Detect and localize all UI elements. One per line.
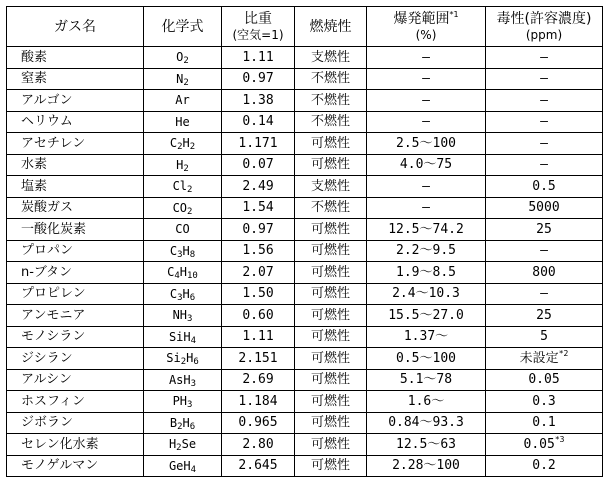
flammability-cell: 可燃性: [295, 262, 367, 284]
specific-gravity-cell: 1.50: [222, 283, 295, 305]
flammability-cell: 可燃性: [295, 283, 367, 305]
formula-cell: [144, 305, 222, 327]
specific-gravity-cell: 2.80: [222, 434, 295, 456]
header-specific-gravity-unit: (空気=1): [232, 28, 284, 42]
toxicity-cell: [486, 391, 603, 413]
flammability-cell: 可燃性: [295, 369, 367, 391]
explosive-range-cell: 1.37～: [367, 326, 486, 348]
toxicity-cell: [486, 176, 603, 198]
table-row: [7, 283, 603, 305]
formula-cell: [144, 47, 222, 69]
formula-element: He: [175, 114, 190, 129]
gas-name-cell: プロピレン: [7, 283, 144, 305]
gas-name-cell: モノシラン: [7, 326, 144, 348]
formula-subscript: 10: [187, 271, 198, 282]
gas-name-cell: 水素: [7, 154, 144, 176]
header-toxicity-title: 毒性(許容濃度): [496, 11, 592, 27]
header-specific-gravity: [222, 7, 295, 47]
toxicity-value: —: [540, 49, 548, 65]
formula-cell: [144, 326, 222, 348]
formula-element: C: [169, 136, 178, 151]
table-row: [7, 68, 603, 90]
formula-subscript: 3: [187, 400, 193, 411]
explosive-range-cell: —: [367, 68, 486, 90]
header-formula: 化学式: [144, 7, 222, 47]
formula-cell: [144, 197, 222, 219]
formula-cell: [144, 111, 222, 133]
gas-name-cell: n-ブタン: [7, 262, 144, 284]
specific-gravity-cell: 1.11: [222, 47, 295, 69]
explosive-range-cell: 2.28～100: [367, 455, 486, 477]
formula-subscript: 3: [177, 292, 183, 303]
gas-name-cell: モノゲルマン: [7, 455, 144, 477]
toxicity-cell: [486, 154, 603, 176]
flammability-cell: 可燃性: [295, 305, 367, 327]
specific-gravity-cell: 0.07: [222, 154, 295, 176]
formula-cell: [144, 348, 222, 370]
flammability-cell: 可燃性: [295, 348, 367, 370]
formula-cell: [144, 412, 222, 434]
gas-name-cell: ジボラン: [7, 412, 144, 434]
table-row: [7, 326, 603, 348]
table-row: [7, 90, 603, 112]
formula-element: CO: [175, 222, 190, 237]
formula-subscript: 3: [177, 249, 183, 260]
explosive-range-cell: 2.5～100: [367, 133, 486, 155]
gas-name-cell: 窒素: [7, 68, 144, 90]
formula-cell: [144, 283, 222, 305]
toxicity-value: —: [540, 157, 548, 173]
toxicity-cell: [486, 90, 603, 112]
explosive-range-cell: 1.9～8.5: [367, 262, 486, 284]
table-row: [7, 262, 603, 284]
toxicity-value: 0.2: [532, 458, 556, 474]
formula-element: H: [182, 415, 190, 430]
formula-cell: [144, 434, 222, 456]
table-row: [7, 240, 603, 262]
explosive-range-cell: —: [367, 90, 486, 112]
flammability-cell: 可燃性: [295, 133, 367, 155]
table-header: [7, 7, 603, 47]
toxicity-value: 未設定: [519, 350, 559, 366]
toxicity-cell: [486, 219, 603, 241]
formula-element: H: [182, 286, 190, 301]
toxicity-value: 0.1: [532, 415, 556, 431]
toxicity-footnote-marker: *2: [558, 348, 569, 358]
specific-gravity-cell: 0.965: [222, 412, 295, 434]
explosive-range-cell: 1.6～: [367, 391, 486, 413]
flammability-cell: 可燃性: [295, 412, 367, 434]
gas-name-cell: アセチレン: [7, 133, 144, 155]
formula-element: GeH: [168, 458, 191, 473]
explosive-range-cell: —: [367, 47, 486, 69]
toxicity-value: —: [540, 92, 548, 108]
explosive-range-cell: —: [367, 176, 486, 198]
toxicity-value: 0.3: [532, 393, 556, 409]
explosive-range-cell: —: [367, 197, 486, 219]
explosive-range-cell: 0.84～93.3: [367, 412, 486, 434]
flammability-cell: 可燃性: [295, 240, 367, 262]
table-row: [7, 348, 603, 370]
toxicity-cell: [486, 455, 603, 477]
table-body: [7, 47, 603, 477]
toxicity-cell: [486, 412, 603, 434]
toxicity-value: —: [540, 286, 548, 302]
specific-gravity-cell: 1.54: [222, 197, 295, 219]
header-flammability: 燃焼性: [295, 7, 367, 47]
formula-subscript: 4: [174, 271, 180, 282]
toxicity-value: 0.05: [528, 372, 560, 388]
formula-subscript: 2: [187, 185, 193, 196]
flammability-cell: 不燃性: [295, 111, 367, 133]
formula-element: Si: [166, 351, 181, 366]
specific-gravity-cell: 0.97: [222, 68, 295, 90]
specific-gravity-cell: 1.171: [222, 133, 295, 155]
explosive-range-cell: 5.1～78: [367, 369, 486, 391]
specific-gravity-cell: 1.56: [222, 240, 295, 262]
formula-cell: [144, 219, 222, 241]
formula-element: B: [169, 415, 178, 430]
gas-name-cell: 一酸化炭素: [7, 219, 144, 241]
gas-name-cell: ヘリウム: [7, 111, 144, 133]
toxicity-value: —: [540, 114, 548, 130]
formula-cell: [144, 262, 222, 284]
table-row: [7, 305, 603, 327]
toxicity-value: 25: [536, 221, 552, 237]
flammability-cell: 可燃性: [295, 391, 367, 413]
specific-gravity-cell: 1.11: [222, 326, 295, 348]
formula-cell: [144, 154, 222, 176]
formula-subscript: 2: [183, 163, 189, 174]
toxicity-cell: [486, 197, 603, 219]
gas-name-cell: ホスフィン: [7, 391, 144, 413]
formula-cell: [144, 68, 222, 90]
table-row: [7, 369, 603, 391]
formula-element: H: [186, 351, 194, 366]
gas-name-cell: 塩素: [7, 176, 144, 198]
gas-name-cell: プロパン: [7, 240, 144, 262]
table-row: [7, 111, 603, 133]
toxicity-cell: [486, 348, 603, 370]
table-row: [7, 176, 603, 198]
formula-cell: [144, 90, 222, 112]
formula-element: H: [182, 243, 190, 258]
specific-gravity-cell: 0.14: [222, 111, 295, 133]
formula-subscript: 6: [189, 421, 196, 432]
formula-subscript: 2: [180, 357, 187, 368]
formula-subscript: 2: [176, 443, 182, 454]
formula-subscript: 6: [189, 292, 196, 303]
explosive-range-cell: 0.5～100: [367, 348, 486, 370]
toxicity-cell: [486, 283, 603, 305]
toxicity-cell: [486, 111, 603, 133]
formula-subscript: 6: [193, 357, 199, 368]
toxicity-value: 0.05: [523, 436, 555, 452]
formula-subscript: 3: [190, 378, 197, 389]
table-row: [7, 133, 603, 155]
flammability-cell: 可燃性: [295, 455, 367, 477]
formula-cell: [144, 176, 222, 198]
formula-subscript: 8: [189, 249, 196, 260]
formula-element: PH: [172, 394, 188, 409]
formula-element: NH: [172, 308, 188, 323]
header-specific-gravity-title: 比重: [244, 11, 272, 27]
specific-gravity-cell: 0.60: [222, 305, 295, 327]
formula-element: Se: [181, 437, 197, 452]
header-toxicity-unit: (ppm): [525, 28, 563, 42]
toxicity-cell: [486, 305, 603, 327]
flammability-cell: 不燃性: [295, 68, 367, 90]
formula-subscript: 4: [190, 464, 197, 475]
toxicity-cell: [486, 68, 603, 90]
formula-element: N: [176, 71, 184, 86]
toxicity-cell: [486, 133, 603, 155]
specific-gravity-cell: 2.645: [222, 455, 295, 477]
explosive-range-cell: 15.5～27.0: [367, 305, 486, 327]
formula-element: O: [176, 50, 184, 65]
header-explosive-range-text: 爆発範囲: [393, 11, 450, 27]
formula-cell: [144, 391, 222, 413]
formula-element: H: [182, 136, 190, 151]
table-row: [7, 154, 603, 176]
formula-subscript: 2: [187, 206, 193, 217]
gas-name-cell: 炭酸ガス: [7, 197, 144, 219]
header-row: [7, 7, 603, 47]
formula-cell: [144, 455, 222, 477]
table-row: [7, 434, 603, 456]
formula-element: SiH: [168, 329, 191, 344]
header-explosive-range-title: [367, 12, 485, 26]
flammability-cell: 支燃性: [295, 47, 367, 69]
toxicity-cell: [486, 369, 603, 391]
formula-subscript: 3: [187, 314, 193, 325]
flammability-cell: 可燃性: [295, 219, 367, 241]
formula-element: C: [169, 286, 178, 301]
toxicity-value: 5: [540, 329, 548, 345]
toxicity-value: 800: [532, 264, 556, 280]
formula-element: CO: [172, 200, 188, 215]
toxicity-cell: [486, 240, 603, 262]
toxicity-value: —: [540, 71, 548, 87]
header-explosive-range-unit: (%): [415, 28, 437, 42]
formula-subscript: 2: [177, 142, 183, 153]
table-row: [7, 455, 603, 477]
specific-gravity-cell: 2.07: [222, 262, 295, 284]
gas-name-cell: セレン化水素: [7, 434, 144, 456]
gas-name-cell: ジシラン: [7, 348, 144, 370]
gas-name-cell: 酸素: [7, 47, 144, 69]
formula-element: H: [176, 157, 184, 172]
toxicity-value: —: [540, 135, 548, 151]
toxicity-value: —: [540, 243, 548, 259]
formula-subscript: 2: [183, 77, 189, 88]
formula-element: H: [179, 265, 188, 280]
toxicity-value: 5000: [528, 200, 560, 216]
formula-element: Ar: [175, 93, 190, 108]
toxicity-cell: [486, 262, 603, 284]
formula-cell: [144, 240, 222, 262]
header-toxicity: [486, 7, 603, 47]
toxicity-value: 0.5: [532, 178, 556, 194]
specific-gravity-cell: 2.49: [222, 176, 295, 198]
table-row: [7, 412, 603, 434]
specific-gravity-cell: 2.151: [222, 348, 295, 370]
gas-name-cell: アルゴン: [7, 90, 144, 112]
toxicity-cell: [486, 434, 603, 456]
table-row: [7, 197, 603, 219]
specific-gravity-cell: 0.97: [222, 219, 295, 241]
formula-element: C: [167, 265, 175, 280]
gas-name-cell: アルシン: [7, 369, 144, 391]
toxicity-cell: [486, 326, 603, 348]
gas-properties-table: [6, 6, 603, 477]
header-explosive-range: [367, 7, 486, 47]
toxicity-value: 25: [536, 307, 552, 323]
header-gas-name: ガス名: [7, 7, 144, 47]
formula-element: AsH: [168, 372, 191, 387]
formula-subscript: 4: [190, 335, 197, 346]
flammability-cell: 可燃性: [295, 154, 367, 176]
specific-gravity-cell: 1.184: [222, 391, 295, 413]
formula-cell: [144, 369, 222, 391]
specific-gravity-cell: 1.38: [222, 90, 295, 112]
flammability-cell: 支燃性: [295, 176, 367, 198]
explosive-range-cell: 4.0～75: [367, 154, 486, 176]
explosive-range-cell: 12.5～74.2: [367, 219, 486, 241]
flammability-cell: 可燃性: [295, 434, 367, 456]
table-row: [7, 219, 603, 241]
flammability-cell: 不燃性: [295, 197, 367, 219]
formula-element: C: [169, 243, 178, 258]
formula-subscript: 2: [183, 56, 189, 67]
toxicity-footnote-marker: *3: [554, 434, 565, 444]
toxicity-cell: [486, 47, 603, 69]
explosive-range-cell: 12.5～63: [367, 434, 486, 456]
flammability-cell: 可燃性: [295, 326, 367, 348]
formula-subscript: 2: [177, 421, 183, 432]
table-row: [7, 47, 603, 69]
explosive-range-cell: 2.4～10.3: [367, 283, 486, 305]
formula-subscript: 2: [189, 142, 196, 153]
explosive-range-cell: 2.2～9.5: [367, 240, 486, 262]
gas-name-cell: アンモニア: [7, 305, 144, 327]
table-row: [7, 391, 603, 413]
flammability-cell: 不燃性: [295, 90, 367, 112]
footnote-marker-1: *1: [449, 10, 459, 19]
formula-cell: [144, 133, 222, 155]
specific-gravity-cell: 2.69: [222, 369, 295, 391]
explosive-range-cell: —: [367, 111, 486, 133]
formula-element: Cl: [172, 179, 188, 194]
formula-element: H: [168, 437, 177, 452]
